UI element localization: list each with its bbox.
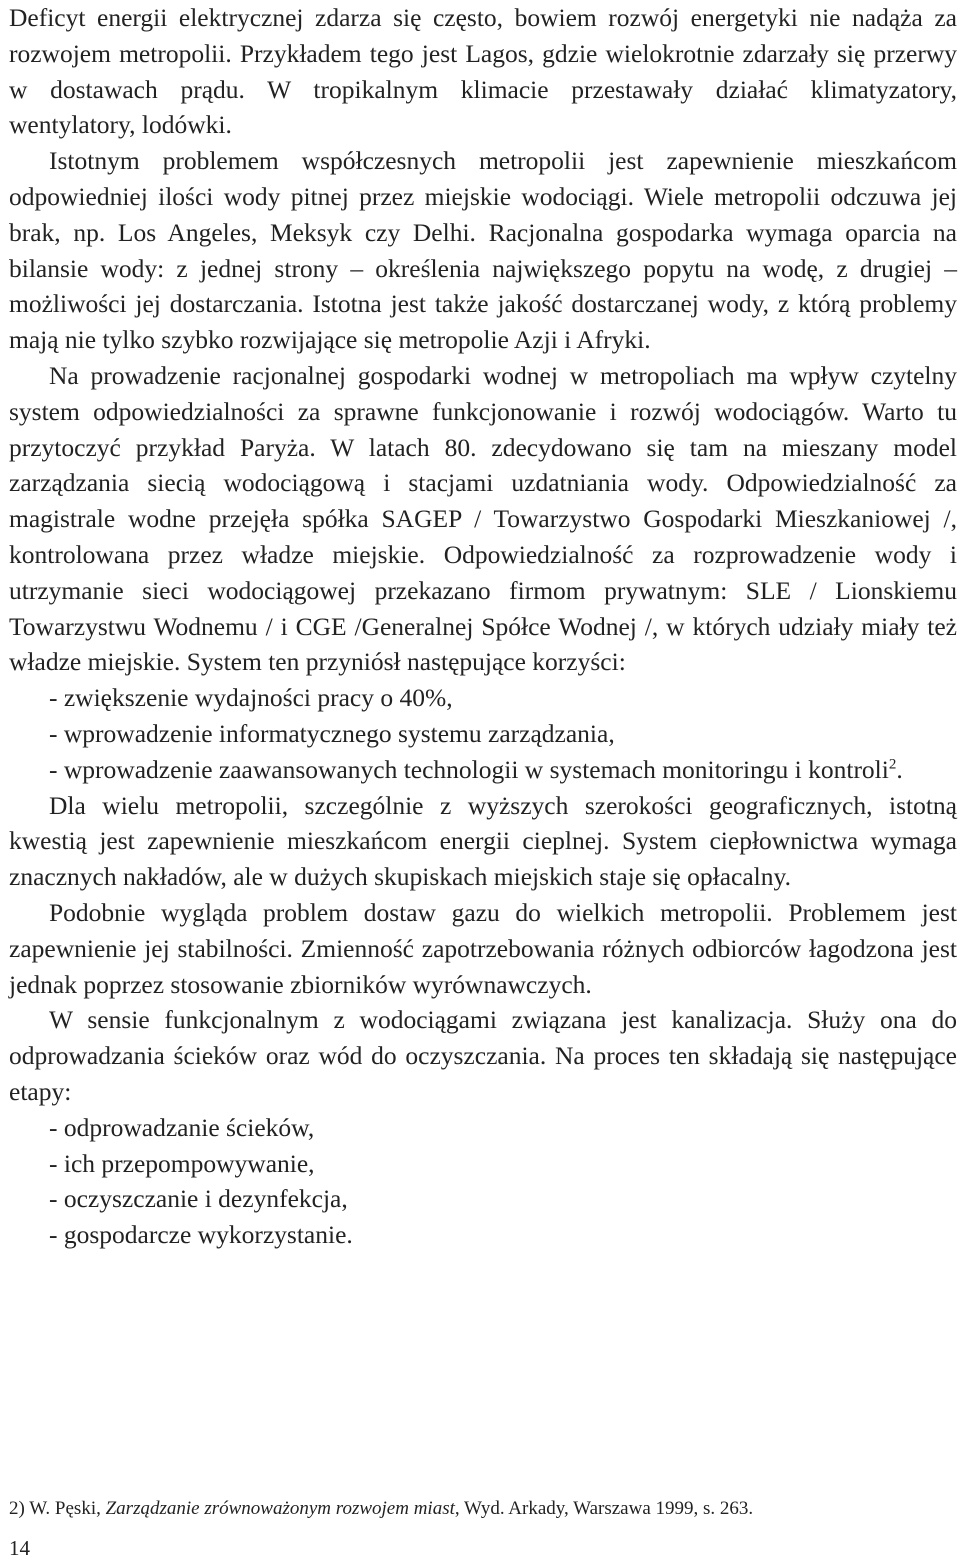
footnote-author: 2) W. Pęski,	[9, 1498, 106, 1519]
paragraph-heat: Dla wielu metropolii, szczególnie z wyższych szerokości geograficznych, istotną kwestią jest zapewnienie mieszkańcom energii cieplnej. System ciepłownictwa wymaga znacznych nakładów, ale w dużych skupiskach miejskich staje się opłacalny.	[9, 790, 957, 892]
list-item: - zwiększenie wydajności pracy o 40%,	[49, 683, 453, 713]
document-body	[9, 0, 957, 1253]
footnote	[9, 1497, 957, 1521]
list-item-suffix: .	[896, 754, 903, 784]
list-item: - ich przepompowywanie,	[49, 1148, 315, 1178]
page-number: 14	[9, 1536, 30, 1560]
benefits-list	[9, 680, 957, 787]
list-item: - odprowadzanie ścieków,	[49, 1112, 315, 1142]
stages-list	[9, 1110, 957, 1253]
paragraph-energy: Deficyt energii elektrycznej zdarza się często, bowiem rozwój energetyki nie nadąża za rozwojem metropolii. Przykładem tego jest Lagos, gdzie wielokrotnie zdarzały się przerwy w dostawach prądu. W tropikalnym klimacie przestawały działać klimatyzatory, wentylatory, lodówki.	[9, 3, 957, 140]
paragraph-sewage: W sensie funkcjonalnym z wodociągami związana jest kanalizacja. Służy ona do odprowadzania ścieków oraz wód do oczyszczania. Na proces ten składają się następujące etapy:	[9, 1005, 957, 1106]
list-item	[9, 752, 957, 788]
list-item: - wprowadzenie informatycznego systemu zarządzania,	[49, 718, 615, 748]
paragraph-water: Istotnym problemem współczesnych metropolii jest zapewnienie mieszkańcom odpowiedniej ilości wody pitnej przez miejskie wodociągi. Wiele metropolii odczuwa jej brak, np. Los Angeles, Meksyk czy Delhi. Racjonalna gospodarka wymaga oparcia na bilansie wody: z jednej strony – określenia największego popytu na wodę, z drugiej – możliwości jej dostarczania. Istotna jest także jakość dostarczanej wody, z którą problemy mają nie tylko szybko rozwijające się metropolie Azji i Afryki.	[9, 146, 957, 355]
footnote-title: Zarządzanie zrównoważonym rozwojem miast	[105, 1498, 455, 1519]
paragraph-gas: Podobnie wygląda problem dostaw gazu do wielkich metropolii. Problemem jest zapewnienie jej stabilności. Zmienność zapotrzebowania różnych odbiorców łagodzona jest jednak poprzez stosowanie zbiorników wyrównawczych.	[9, 897, 957, 999]
list-item-text: - wprowadzenie zaawansowanych technologii w systemach monitoringu i kontroli	[49, 754, 889, 784]
list-item: - oczyszczanie i dezynfekcja,	[49, 1184, 348, 1214]
paragraph-paris: Na prowadzenie racjonalnej gospodarki wodnej w metropoliach ma wpływ czytelny system odpowiedzialności za sprawne funkcjonowanie i rozwój wodociągów. Warto tu przytoczyć przykład Paryża. W latach 80. zdecydowano się tam na mieszany model zarządzania siecią wodociągową i stacjami uzdatniania wody. Odpowiedzialność za magistrale wodne przejęła spółka SAGEP / Towarzystwo Gospodarki Mieszkaniowej /, kontrolowana przez władze miejskie. Odpowiedzialność za rozprowadzenie wody i utrzymanie sieci wodociągowej przekazano firmom prywatnym: SLE / Lionskiemu Towarzystwu Wodnemu / i CGE /Generalnej Spółce Wodnej /, w których udziały miały też władze miejskie. System ten przyniósł następujące korzyści:	[9, 360, 957, 677]
footnote-reference: 2	[888, 756, 897, 773]
list-item: - gospodarcze wykorzystanie.	[49, 1220, 353, 1250]
footnote-publication: , Wyd. Arkady, Warszawa 1999, s. 263.	[454, 1498, 754, 1519]
